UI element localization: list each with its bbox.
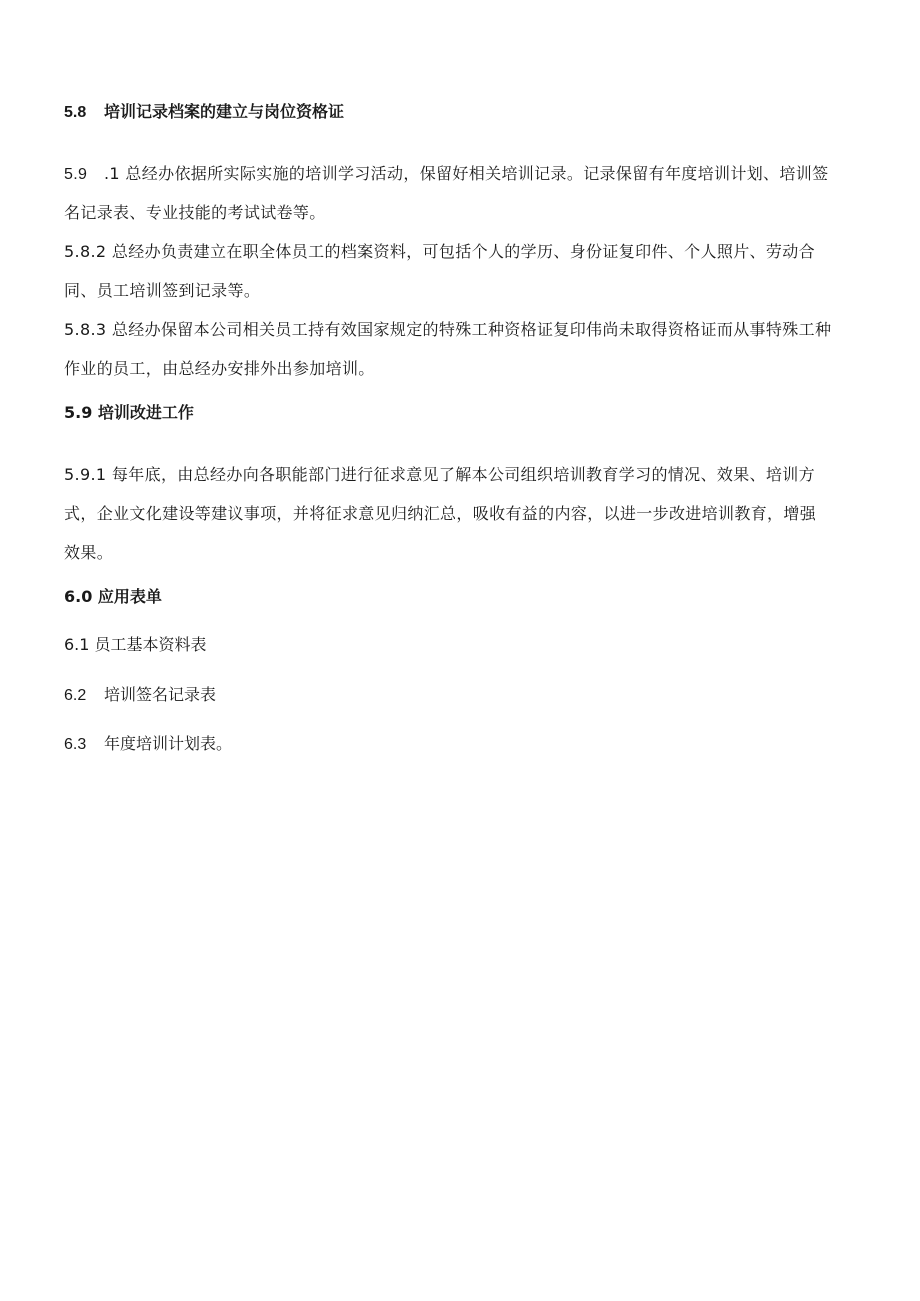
item-label: 培训签名记录表 [104,685,217,704]
paragraph-line: 同、员工培训签到记录等。 [64,281,261,300]
paragraph-line: 作业的员工，由总经办安排外出参加培训。 [64,359,375,378]
paragraph-line: 5.8.3 总经办保留本公司相关员工持有效国家规定的特殊工种资格证复印伟尚未取得资格证而从事特殊工种 [64,320,832,339]
item-number: 6.3 [64,736,87,753]
paragraph-line: .1 总经办依据所实际实施的培训学习活动，保留好相关培训记录。记录保留有年度培训计划、培训签 [104,164,829,183]
paragraph-line: 5.9.1 每年底，由总经办向各职能部门进行征求意见了解本公司组织培训教育学习的情况、效果、培训方 [64,465,815,484]
paragraph-line: 式，企业文化建设等建议事项，并将征求意见归纳汇总，吸收有益的内容，以进一步改进培训教育，增强 [64,504,817,523]
form-item-6-3 [64,734,232,755]
section-title: 培训记录档案的建立与岗位资格证 [104,102,345,121]
section-5-8-heading [64,102,344,123]
form-item-6-2 [64,685,216,706]
section-5-9-heading: 5.9 培训改进工作 [64,403,194,422]
section-number: 5.8 [64,104,87,121]
item-label: 年度培训计划表。 [104,734,233,753]
item-number: 6.2 [64,687,87,704]
form-item-6-1: 6.1 员工基本资料表 [64,635,207,654]
paragraph-line: 效果。 [64,543,114,562]
paragraph-line: 名记录表、专业技能的考试试卷等。 [64,203,326,222]
section-6-0-heading: 6.0 应用表单 [64,587,162,606]
paragraph-line: 5.8.2 总经办负责建立在职全体员工的档案资料，可包括个人的学历、身份证复印件、个人照片、劳动合 [64,242,815,261]
section-number: 5.9 [64,166,88,183]
